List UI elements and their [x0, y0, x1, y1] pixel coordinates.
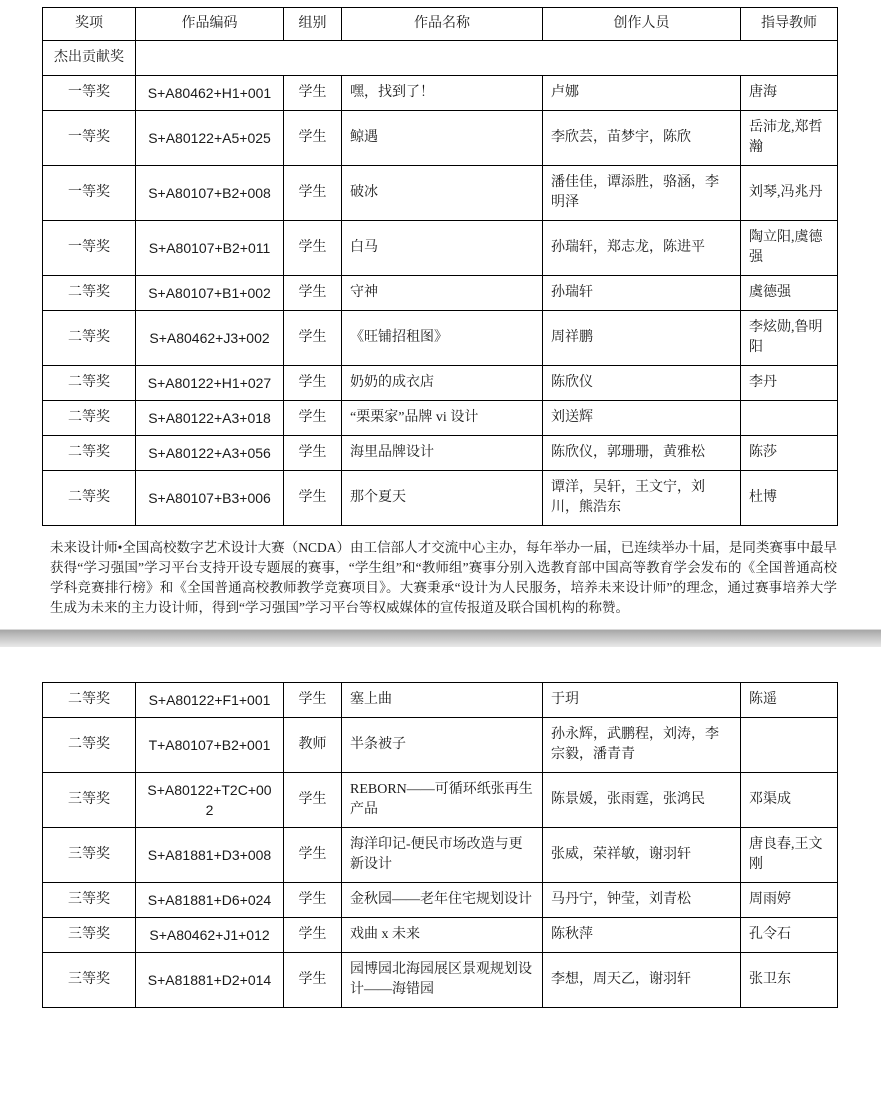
table-row: [43, 166, 838, 221]
cell-title: 园博园北海园展区景观规划设计——海错园: [342, 953, 543, 1008]
cell-award: 二等奖: [43, 366, 136, 401]
header-cell-title: 作品名称: [342, 8, 543, 41]
table-row: [43, 111, 838, 166]
cell-creators: 孙瑞轩: [543, 276, 741, 311]
header-cell-code: 作品编码: [136, 8, 284, 41]
cell-group: 学生: [284, 166, 342, 221]
cell-code: S+A80122+F1+001: [136, 683, 284, 718]
cell-award: 二等奖: [43, 276, 136, 311]
cell-creators: 陈欣仪: [543, 366, 741, 401]
table-row: [43, 883, 838, 918]
awards-table-section1: [42, 7, 838, 526]
cell-award: 三等奖: [43, 773, 136, 828]
cell-code: S+A80462+J1+012: [136, 918, 284, 953]
cell-code: S+A80107+B2+008: [136, 166, 284, 221]
cell-title: 海洋印记-便民市场改造与更新设计: [342, 828, 543, 883]
cell-award: 一等奖: [43, 221, 136, 276]
cell-teachers: 陶立阳,虞德强: [741, 221, 838, 276]
cell-group: 学生: [284, 953, 342, 1008]
cell-code: S+A81881+D3+008: [136, 828, 284, 883]
cell-creators: 张威，荣祥敏，谢羽轩: [543, 828, 741, 883]
cell-group: 学生: [284, 683, 342, 718]
cell-title: REBORN——可循环纸张再生产品: [342, 773, 543, 828]
cell-creators: 陈欣仪，郭珊珊，黄雅松: [543, 436, 741, 471]
cell-teachers: 孔令石: [741, 918, 838, 953]
table-row: [43, 276, 838, 311]
cell-title: “栗栗家”品牌 vi 设计: [342, 401, 543, 436]
cell-award: 二等奖: [43, 436, 136, 471]
table-row: [43, 366, 838, 401]
cell-title: 海里品牌设计: [342, 436, 543, 471]
cell-group: 学生: [284, 828, 342, 883]
table-row: [43, 683, 838, 718]
table-row: [43, 828, 838, 883]
cell-creators: 陈秋萍: [543, 918, 741, 953]
cell-title: 金秋园——老年住宅规划设计: [342, 883, 543, 918]
cell-special-award-empty: [136, 41, 838, 76]
cell-title: 守神: [342, 276, 543, 311]
cell-code: S+A80107+B3+006: [136, 471, 284, 526]
cell-award: 三等奖: [43, 918, 136, 953]
table-row: [43, 773, 838, 828]
cell-title: 嘿，找到了！: [342, 76, 543, 111]
cell-award: 二等奖: [43, 718, 136, 773]
cell-group: 学生: [284, 111, 342, 166]
cell-code: S+A81881+D6+024: [136, 883, 284, 918]
cell-group: 学生: [284, 883, 342, 918]
cell-teachers: 陈莎: [741, 436, 838, 471]
cell-group: 学生: [284, 471, 342, 526]
cell-creators: 孙瑞轩，郑志龙，陈进平: [543, 221, 741, 276]
special-award-row: [43, 41, 838, 76]
cell-code: S+A80122+A3+056: [136, 436, 284, 471]
cell-group: 学生: [284, 366, 342, 401]
cell-award: 三等奖: [43, 883, 136, 918]
cell-teachers: 杜博: [741, 471, 838, 526]
cell-title: 半条被子: [342, 718, 543, 773]
cell-title: 塞上曲: [342, 683, 543, 718]
cell-group: 教师: [284, 718, 342, 773]
cell-teachers: 唐良春,王文刚: [741, 828, 838, 883]
cell-award: 二等奖: [43, 683, 136, 718]
cell-group: 学生: [284, 276, 342, 311]
cell-group: 学生: [284, 311, 342, 366]
table-row: [43, 471, 838, 526]
cell-code: S+A80122+T2C+002: [136, 773, 284, 828]
header-cell-teachers: 指导教师: [741, 8, 838, 41]
cell-teachers: 周雨婷: [741, 883, 838, 918]
header-cell-group: 组别: [284, 8, 342, 41]
header-cell-award: 奖项: [43, 8, 136, 41]
cell-award: 二等奖: [43, 311, 136, 366]
cell-code: S+A80107+B2+011: [136, 221, 284, 276]
document-page-1: [0, 7, 881, 618]
cell-code: S+A80107+B1+002: [136, 276, 284, 311]
page-break-separator: [0, 629, 881, 647]
cell-code: S+A80122+H1+027: [136, 366, 284, 401]
awards-table-section2: [42, 682, 838, 1008]
cell-title: 白马: [342, 221, 543, 276]
cell-code: S+A80122+A3+018: [136, 401, 284, 436]
cell-group: 学生: [284, 436, 342, 471]
cell-award: 一等奖: [43, 76, 136, 111]
cell-title: 《旺铺招租图》: [342, 311, 543, 366]
cell-creators: 陈景媛，张雨霆，张鸿民: [543, 773, 741, 828]
cell-teachers: 李炫勋,鲁明阳: [741, 311, 838, 366]
cell-special-award: 杰出贡献奖: [43, 41, 136, 76]
cell-teachers: 刘琴,冯兆丹: [741, 166, 838, 221]
cell-teachers: 邓渠成: [741, 773, 838, 828]
cell-code: T+A80107+B2+001: [136, 718, 284, 773]
cell-group: 学生: [284, 221, 342, 276]
cell-creators: 于玥: [543, 683, 741, 718]
cell-creators: 谭洋，吴轩，王文宁，刘川，熊浩东: [543, 471, 741, 526]
cell-group: 学生: [284, 76, 342, 111]
cell-creators: 李想，周天乙，谢羽轩: [543, 953, 741, 1008]
table-row: [43, 953, 838, 1008]
header-cell-creators: 创作人员: [543, 8, 741, 41]
cell-creators: 刘送辉: [543, 401, 741, 436]
cell-title: 戏曲 x 未来: [342, 918, 543, 953]
cell-creators: 周祥鹏: [543, 311, 741, 366]
document-page-2: [0, 682, 881, 1008]
cell-title: 鲸遇: [342, 111, 543, 166]
table-row: [43, 436, 838, 471]
cell-group: 学生: [284, 773, 342, 828]
cell-creators: 马丹宁，钟莹，刘青松: [543, 883, 741, 918]
table-header-row: [43, 8, 838, 41]
table-row: [43, 221, 838, 276]
cell-award: 三等奖: [43, 953, 136, 1008]
cell-teachers: 唐海: [741, 76, 838, 111]
cell-teachers: 岳沛龙,郑哲瀚: [741, 111, 838, 166]
cell-award: 二等奖: [43, 471, 136, 526]
cell-creators: 孙永辉，武鹏程，刘涛，李宗毅，潘青青: [543, 718, 741, 773]
table-row: [43, 76, 838, 111]
cell-award: 二等奖: [43, 401, 136, 436]
cell-group: 学生: [284, 401, 342, 436]
table-row: [43, 401, 838, 436]
cell-title: 奶奶的成衣店: [342, 366, 543, 401]
cell-teachers: 张卫东: [741, 953, 838, 1008]
cell-teachers: 李丹: [741, 366, 838, 401]
table-row: [43, 918, 838, 953]
cell-group: 学生: [284, 918, 342, 953]
cell-award: 三等奖: [43, 828, 136, 883]
cell-creators: 潘佳佳，谭添胜，骆涵，李明泽: [543, 166, 741, 221]
cell-title: 破冰: [342, 166, 543, 221]
cell-teachers: 虞德强: [741, 276, 838, 311]
cell-code: S+A80462+J3+002: [136, 311, 284, 366]
cell-award: 一等奖: [43, 111, 136, 166]
cell-title: 那个夏天: [342, 471, 543, 526]
cell-award: 一等奖: [43, 166, 136, 221]
cell-creators: 卢娜: [543, 76, 741, 111]
cell-teachers: [741, 718, 838, 773]
cell-teachers: 陈遥: [741, 683, 838, 718]
cell-teachers: [741, 401, 838, 436]
table-row: [43, 718, 838, 773]
table-row: [43, 311, 838, 366]
cell-code: S+A80462+H1+001: [136, 76, 284, 111]
cell-creators: 李欣芸，苗梦宇，陈欣: [543, 111, 741, 166]
cell-code: S+A81881+D2+014: [136, 953, 284, 1008]
competition-description: 未来设计师•全国高校数字艺术设计大赛（NCDA）由工信部人才交流中心主办，每年举办一届，已连续举办十届，是同类赛事中最早获得“学习强国”学习平台支持开设专题展的赛事，“学生组”和“教师组”赛事分别入选教育部中国高等教育学会发布的《全国普通高校学科竞赛排行榜》和《全国普通高校教师教学竞赛项目》。大赛秉承“设计为人民服务，培养未来设计师”的理念，通过赛事培养大学生成为未来的主力设计师，得到“学习强国”学习平台等权威媒体的宣传报道及联合国机构的称赞。: [50, 540, 837, 615]
cell-code: S+A80122+A5+025: [136, 111, 284, 166]
